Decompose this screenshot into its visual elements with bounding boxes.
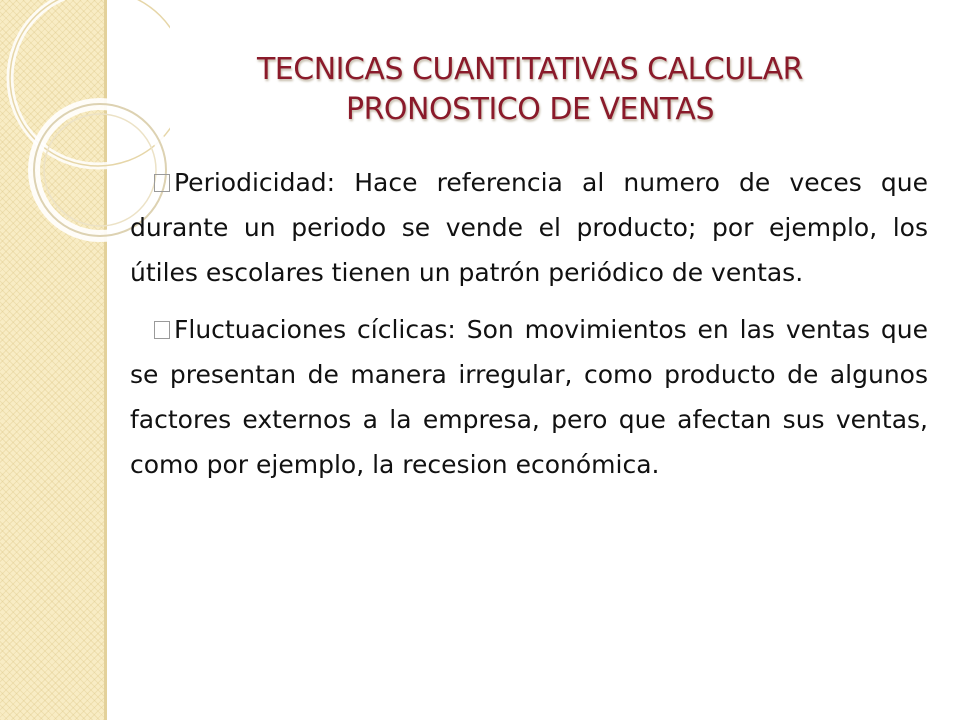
bullet-paragraph xyxy=(130,160,928,295)
bullet-paragraph xyxy=(130,307,928,487)
slide-body xyxy=(130,160,928,499)
title-line-1: TECNICAS CUANTITATIVAS CALCULAR xyxy=(256,52,804,87)
bullet-text: Periodicidad: Hace referencia al numero de veces que durante un periodo se vende el producto; por ejemplo, los útiles escolares tienen un patrón periódico de ventas. xyxy=(130,168,928,287)
empty-square-bullet-icon xyxy=(154,174,170,192)
bullet-text: Fluctuaciones cíclicas: Son movimientos en las ventas que se presentan de manera irregular, como producto de algunos factores externos a la empresa, pero que afectan sus ventas, como por ejemplo, la recesion económica. xyxy=(130,315,928,479)
title-line-2: PRONOSTICO DE VENTAS xyxy=(346,92,714,127)
empty-square-bullet-icon xyxy=(154,321,170,339)
slide-title xyxy=(150,50,910,130)
